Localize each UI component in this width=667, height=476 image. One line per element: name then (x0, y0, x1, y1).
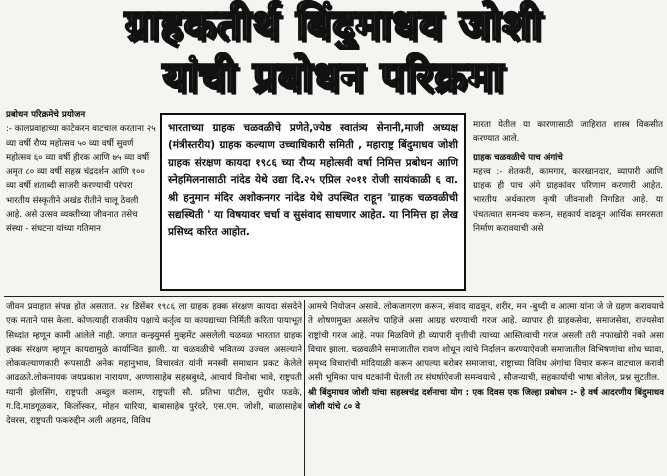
right-column-subhead: ग्राहक चळवळीचे पाच अंगांचे (473, 152, 563, 163)
intro-box (160, 113, 466, 291)
right-column-intro: मारता येतील या कारणासाठी जाहिरात शास्त्र विकसीत करण्यात आले. (473, 120, 663, 145)
left-column (6, 108, 156, 293)
headline-line-1: ग्राहकतीर्थ बिंदुमाधव जोशी (124, 0, 543, 49)
bottom-left-text: जीवन प्रवाहात संपन्न होत असतात. २४ डिसेंबर १९८६ ला ग्राहक हक्क संरक्षण कायदा संसदेने एक मताने पास केला. कोणत्याही राजकीय पक्षाचे कर्तृत्व या कायद्याच्या निर्मिती करिता पायाभूत सिध्दांत म्हणून कामी आलेले नाही. जगात कन्झ्युमर्स मुव्हमेंट असलेली चळवळ भारतात ग्राहक हक्क संरक्षण म्हणून कायद्यामुळे कार्यान्वित झाली. या चळवळीचे भवितव्य उज्वल असल्याने लोककल्याणकारी रूपसाठी अनेक महानुभाव, विचारवंत यांनी मनस्वी समाधान प्रकट केलेले आढळते.लोकनायक जयप्रकाश नारायण, अण्णासाहेब सहस्रबुध्दे, आचार्य विनोबा भावे, राष्ट्रपती ग्यानी झेलसिंग, राष्ट्रपती अब्दुल कलाम, राष्ट्रपती सौ. प्रतिभा पाटील, सुधीर फडके, ग.दि.माडगूळकर, किर्लोस्कर, मोहन धारिया, बाबासाहेब पुरंदरे, एस.एम. जोशी, बाळासाहेब देवरस, राष्ट्रपती फकरुद्दीन अली अहमद, विविध (6, 302, 302, 427)
right-column-body: महत्त्व :- शेतकरी, कामगार, कारखानदार, व्यापारी आणि ग्राहक ही पाच अंगे ग्राहकांवर परिणाम करणारी आहेत. भारतीय अर्थकारण कृषी जीवनाशी निगडित आहे. या पंचतत्वात समन्वय करून, सहकार्य वाढवून आर्थिक समरसता निर्माण करावयाची असे (473, 166, 663, 235)
left-column-body: :- कालप्रवाहाच्या काटेकरन वाटचाल करताना २५ व्या वर्षी रौप्य महोत्सव ५० व्या वर्षी सुवर्ण महोत्सव ६० व्या वर्षी हीरक आणि ७५ व्या वर्षी अमृत ८० व्या वर्षी सहस्र चंद्रदर्शन आणि १०० व्या वर्षी शताब्दी साजरी करण्याची परंपरा भारतीय संस्कृतीने अखंड रीतीने चालू ठेवली आहे. असे उत्सव व्यक्तीच्या जीवनात तसेच संस्था - संघटना यांच्या गतिमान (6, 124, 156, 235)
horizontal-divider (4, 296, 664, 297)
right-column (473, 118, 663, 296)
bottom-right-column (308, 300, 664, 476)
headline-line-2: यांची प्रबोधन परिक्रमा (162, 52, 505, 101)
bottom-right-closing: श्री बिंदुमाधव जोशी यांचा सहस्त्रचंद्र दर्शनाचा योग : एक दिवस एक जिल्हा प्रबोधन :- हे वर्ष आदरणीय बिंदुमाधव जोशी यांचे ८० वे (308, 387, 664, 413)
bottom-left-column (6, 300, 302, 476)
intro-text: भारताच्या ग्राहक चळवळीचे प्रणेते,ज्येष्ठ स्वातंत्र्य सेनानी,माजी अध्यक्ष (मंत्रीस्तरीय) ग्राहक कल्याण उच्चाधिकारी समिती , महाराष्ट्र बिंदुमाधव जोशी ग्राहक संरक्षण कायदा १९८६ च्या रौप्य महोत्सवी वर्षा निमित्त प्रबोधन आणि स्नेहमिलनासाठी नांदेड येथे उद्या दि.२५ एप्रिल २०११ रोजी सायंकाळी ६ वा. श्री हनुमान मंदिर अशोकनगर नांदेड येथे उपस्थित राहून 'ग्राहक चळवळीची सद्यस्थिती ' या विषयावर चर्चा व सुसंवाद साधणार आहेत. या निमित्त हा लेख प्रसिध्द करित आहोत. (168, 122, 458, 239)
bottom-right-text: आमचे नियोजन असावे. लोकजागरण करून, संवाद वाढवून, शरीर, मन -बुध्दी व आत्मा यांना जे जे ग्रहण करावयाचे ते शोषणमुक्त असलेच पाहिजे असा आग्रह धरण्याची गरज आहे. व्यापार ही ग्राहकसेवा, समाजसेवा, राज्यसेवा राष्ट्रांची गरज आहे. नफा मिळविणे ही व्यापारी वृत्तीची त्याच्या आस्तित्वाची गरज असली तरी नफाखोरी नको असा विचार झाला. चळवळीने समाजातील रावण शोधून त्यांचे निर्दालन करण्याऐवजी समाजातील विभिषणांचा शोध घ्यावा, समृध्द विचारांची मांदियाळी करून आपल्या बरोबर समाजाचा, राष्ट्राच्या विविध अंगांचा विचार करून वाटचाल करावी असी भूमिका पाच घटकांनी घेतली तर संघर्षाऐवजी समन्वयाचे , सौजन्याची, सहकार्याची भाषा बोलेल, प्रश्न सुटतील. (308, 302, 664, 384)
left-column-subhead: प्रबोधन परिक्रमेचे प्रयोजन (6, 110, 86, 120)
column-divider (304, 300, 305, 476)
